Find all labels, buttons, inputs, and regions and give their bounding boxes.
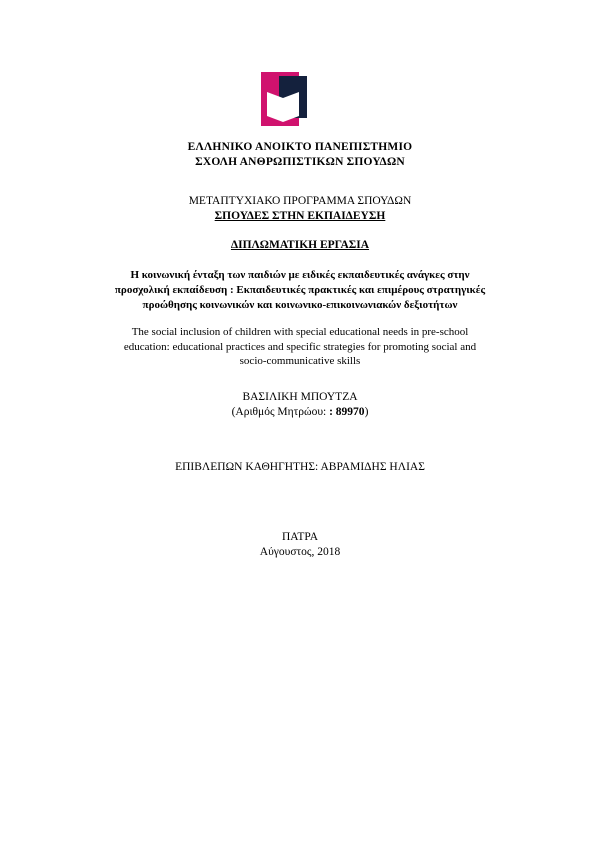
program-name: ΣΠΟΥΔΕΣ ΣΤΗΝ ΕΚΠΑΙΔΕΥΣΗ — [214, 210, 386, 222]
date: Αύγουστος, 2018 — [259, 546, 341, 558]
title-english-line: education: educational practices and specific strategies for promoting social and — [123, 340, 477, 353]
university-header — [0, 140, 600, 170]
title-english-line: socio-communicative skills — [239, 355, 361, 367]
program-label: ΜΕΤΑΠΤΥΧΙΑΚΟ ΠΡΟΓΡΑΜΜΑ ΣΠΟΥΔΩΝ — [188, 195, 412, 207]
registration-number — [0, 405, 600, 420]
title-english-line: The social inclusion of children with special educational needs in pre-school — [131, 326, 469, 338]
title-greek-line: Η κοινωνική ένταξη των παιδιών με ειδικές εκπαιδευτικές ανάγκες στην — [130, 269, 470, 281]
thesis-label: ΔΙΠΛΩΜΑΤΙΚΗ ΕΡΓΑΣΙΑ — [230, 239, 370, 251]
school-name: ΣΧΟΛΗ ΑΝΘΡΩΠΙΣΤΙΚΩΝ ΣΠΟΥΔΩΝ — [195, 156, 405, 168]
university-name: ΕΛΛΗΝΙΚΟ ΑΝΟΙΚΤΟ ΠΑΝΕΠΙΣΤΗΜΙΟ — [187, 141, 413, 153]
university-logo-icon — [261, 72, 309, 126]
registration-suffix: ) — [364, 406, 369, 418]
place: ΠΑΤΡΑ — [281, 531, 319, 543]
thesis-title-english — [0, 325, 600, 369]
supervisor: ΕΠΙΒΛΕΠΩΝ ΚΑΘΗΓΗΤΗΣ: ΑΒΡΑΜΙΔΗΣ ΗΛΙΑΣ — [175, 461, 425, 473]
program-section — [0, 194, 600, 224]
place-date-section — [0, 530, 600, 560]
registration-value: : 89970 — [329, 406, 365, 418]
thesis-title-greek — [0, 268, 600, 313]
registration-prefix: (Αριθμός Μητρώου: — [231, 406, 330, 418]
author-name: ΒΑΣΙΛΙΚΗ ΜΠΟΥΤΖΑ — [242, 391, 358, 403]
author-section — [0, 390, 600, 420]
title-greek-line: προώθησης κοινωνικών και κοινωνικο-επικοινωνιακών δεξιοτήτων — [142, 299, 458, 311]
title-greek-line: προσχολική εκπαίδευση : Εκπαιδευτικές πρακτικές και επιμέρους στρατηγικές — [114, 284, 486, 296]
